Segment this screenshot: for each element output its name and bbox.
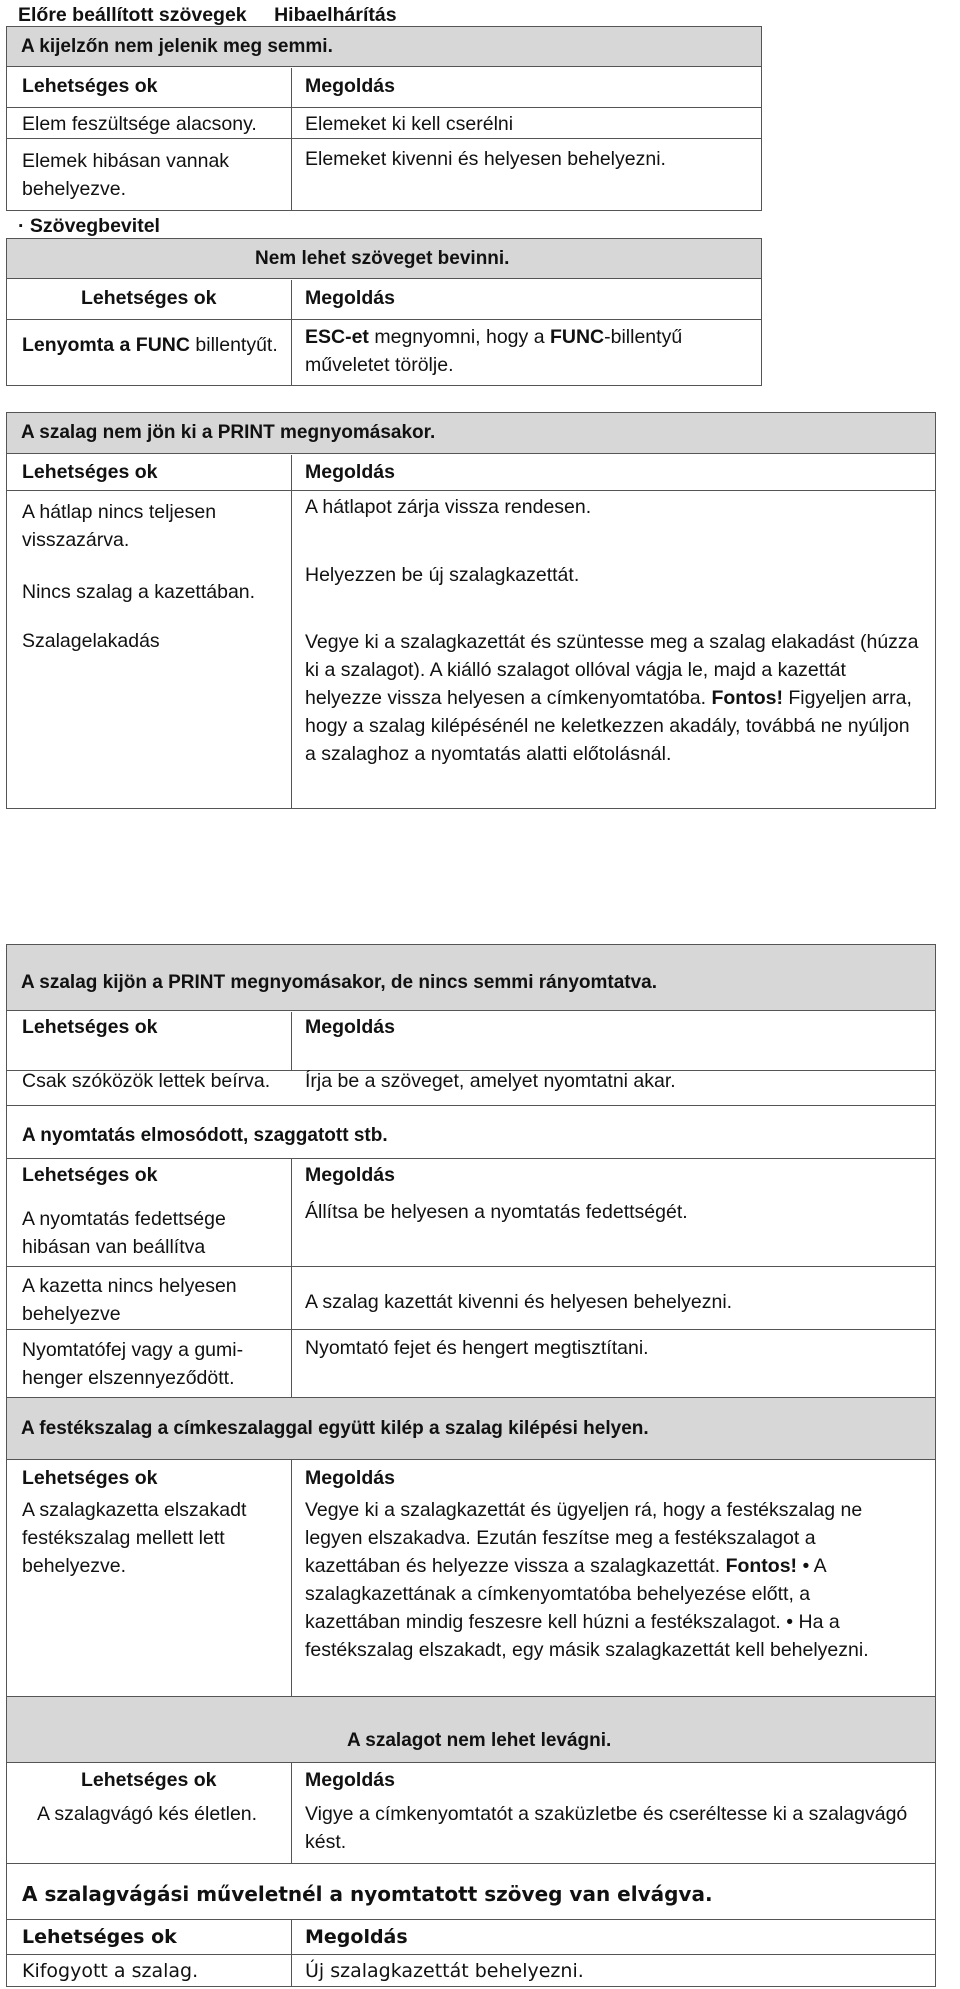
section-title-text: A szalagot nem lehet levágni. [347, 1729, 612, 1751]
cause-cell: A hátlap nincs teljesen visszazárva. [22, 501, 217, 551]
section-display-blank [6, 26, 762, 211]
solution-cell: Helyezzen be új szalagkazettát. [305, 564, 580, 586]
section-text-cut-off [6, 1863, 936, 1987]
cause-cell: Nincs szalag a kazettában. [22, 581, 256, 603]
solution-cell: Új szalagkazettát behelyezni. [305, 1960, 584, 1982]
cause-cell: Kifogyott a szalag. [22, 1960, 199, 1982]
solution-cell: Nyomtató fejet és hengert megtisztítani. [305, 1337, 649, 1359]
section-title [7, 1697, 935, 1763]
col-cause-label: Lehetséges ok [22, 1467, 158, 1489]
section-title: A nyomtatás elmosódott, szaggatott stb. [22, 1125, 388, 1146]
col-cause-label: Lehetséges ok [81, 287, 217, 309]
cause-text: Lenyomta a [22, 334, 136, 356]
func-key: FUNC [549, 326, 605, 348]
solution-cell: Írja be a szöveget, amelyet nyomtatni akar. [305, 1070, 676, 1092]
col-cause-label: Lehetséges ok [22, 1164, 158, 1186]
col-solution-label: Megoldás [305, 1769, 395, 1791]
solution-cell [305, 628, 925, 768]
section-title: A festékszalag a címkeszalaggal együtt kilép a szalag kilépési helyen. [7, 1398, 935, 1460]
page-header [18, 2, 397, 28]
solution-text-end: -billentyű műveletet törölje. [305, 326, 683, 376]
section-title: A kijelzőn nem jelenik meg semmi. [7, 27, 761, 67]
section-tape-not-coming-out [6, 412, 936, 809]
section-print-blurry [6, 1105, 936, 1398]
section-title-text: Nem lehet szöveget bevinni. [255, 247, 510, 269]
solution-cell [305, 323, 725, 379]
col-cause-label: Lehetséges ok [22, 1016, 158, 1038]
col-solution-label: Megoldás [305, 75, 395, 97]
cause-cell: A szalagkazetta elszakadt festékszalag mellett lett behelyezve. [22, 1499, 247, 1577]
cause-cell: Nyomtatófej vagy a gumi-henger elszennyeződött. [22, 1339, 244, 1389]
solution-cell: Elemeket kivenni és helyesen behelyezni. [305, 148, 666, 170]
cause-cell: A szalagvágó kés életlen. [37, 1803, 258, 1825]
solution-cell: Állítsa be helyesen a nyomtatás fedettségét. [305, 1201, 688, 1223]
cause-cell: Csak szóközök lettek beírva. [22, 1070, 271, 1092]
header-title: Előre beállított szövegek [18, 4, 247, 26]
esc-key: ESC-et [305, 326, 369, 348]
solution-text-end: Figyeljen arra, hogy a szalag kilépésénél ne keletkezzen akadály, továbbá ne nyúljon a szalaghoz a nyomtatás alatti előtolásnál. [305, 687, 912, 765]
section-title: A szalag kijön a PRINT megnyomásakor, de nincs semmi rányomtatva. [7, 945, 935, 1011]
section-ribbon-exits [6, 1397, 936, 1697]
solution-text-end: • A szalagkazettának a címkenyomtatóba behelyezése előtt, a kazettában mindig feszesre kell húzni a festékszalagot. • Ha a festékszalag elszakadt, egy másik szalagkazettát kell behelyezni. [305, 1555, 869, 1661]
col-solution-label: Megoldás [305, 1926, 408, 1948]
cause-cell [22, 331, 278, 359]
func-key: FUNC [135, 334, 190, 356]
col-cause-label: Lehetséges ok [22, 75, 158, 97]
cause-cell: A nyomtatás fedettsége hibásan van beállítva [22, 1208, 226, 1258]
cause-cell: A kazetta nincs helyesen behelyezve [22, 1275, 237, 1325]
solution-cell: A szalag kazettát kivenni és helyesen behelyezni. [305, 1291, 733, 1313]
cause-cell: Elem feszültsége alacsony. [22, 113, 257, 135]
solution-cell: Vigye a címkenyomtatót a szaküzletbe és cseréltesse ki a szalagvágó kést. [305, 1803, 908, 1853]
cause-text-end: billentyűt. [189, 334, 278, 356]
important-label: Fontos! [725, 1555, 798, 1577]
section-title: A szalag nem jön ki a PRINT megnyomásakor. [7, 413, 935, 454]
solution-text: Vegye ki a szalagkazettát és ügyeljen rá, hogy a festékszalag ne legyen elszakadva. Ezután feszítse meg a festékszalagot a kazettában és helyezze vissza a szalagkazettát. [305, 1499, 863, 1577]
col-cause-label: Lehetséges ok [81, 1769, 217, 1791]
col-solution-label: Megoldás [305, 287, 395, 309]
section-title [7, 239, 761, 279]
cause-cell: Szalagelakadás [22, 630, 160, 652]
col-cause-label: Lehetséges ok [22, 1926, 177, 1948]
section-text-input [6, 238, 762, 386]
col-cause-label: Lehetséges ok [22, 461, 158, 483]
important-label: Fontos! [711, 687, 783, 709]
solution-cell: Elemeket ki kell cserélni [305, 113, 514, 135]
section-title: A szalagvágási műveletnél a nyomtatott szöveg van elvágva. [22, 1882, 713, 1906]
solution-text: Vegye ki a szalagkazettát és szüntesse meg a szalag elakadást (húzza ki a szalagot). A kiálló szalagot ollóval vágja le, majd a kazettát helyezze vissza helyesen a címkenyomtatóba. [305, 631, 919, 709]
text-input-heading: · Szövegbevitel [18, 215, 160, 237]
section-cannot-cut [6, 1696, 936, 1864]
cause-cell: Elemek hibásan vannak behelyezve. [22, 150, 230, 200]
section-blank-print [6, 944, 936, 1106]
col-solution-label: Megoldás [305, 1016, 395, 1038]
col-solution-label: Megoldás [305, 1164, 395, 1186]
header-subtitle: Hibaelhárítás [274, 4, 397, 26]
solution-cell: A hátlapot zárja vissza rendesen. [305, 496, 592, 518]
solution-text: megnyomni, hogy a [368, 326, 550, 348]
col-solution-label: Megoldás [305, 1467, 395, 1489]
col-solution-label: Megoldás [305, 461, 395, 483]
solution-cell [305, 1496, 910, 1664]
